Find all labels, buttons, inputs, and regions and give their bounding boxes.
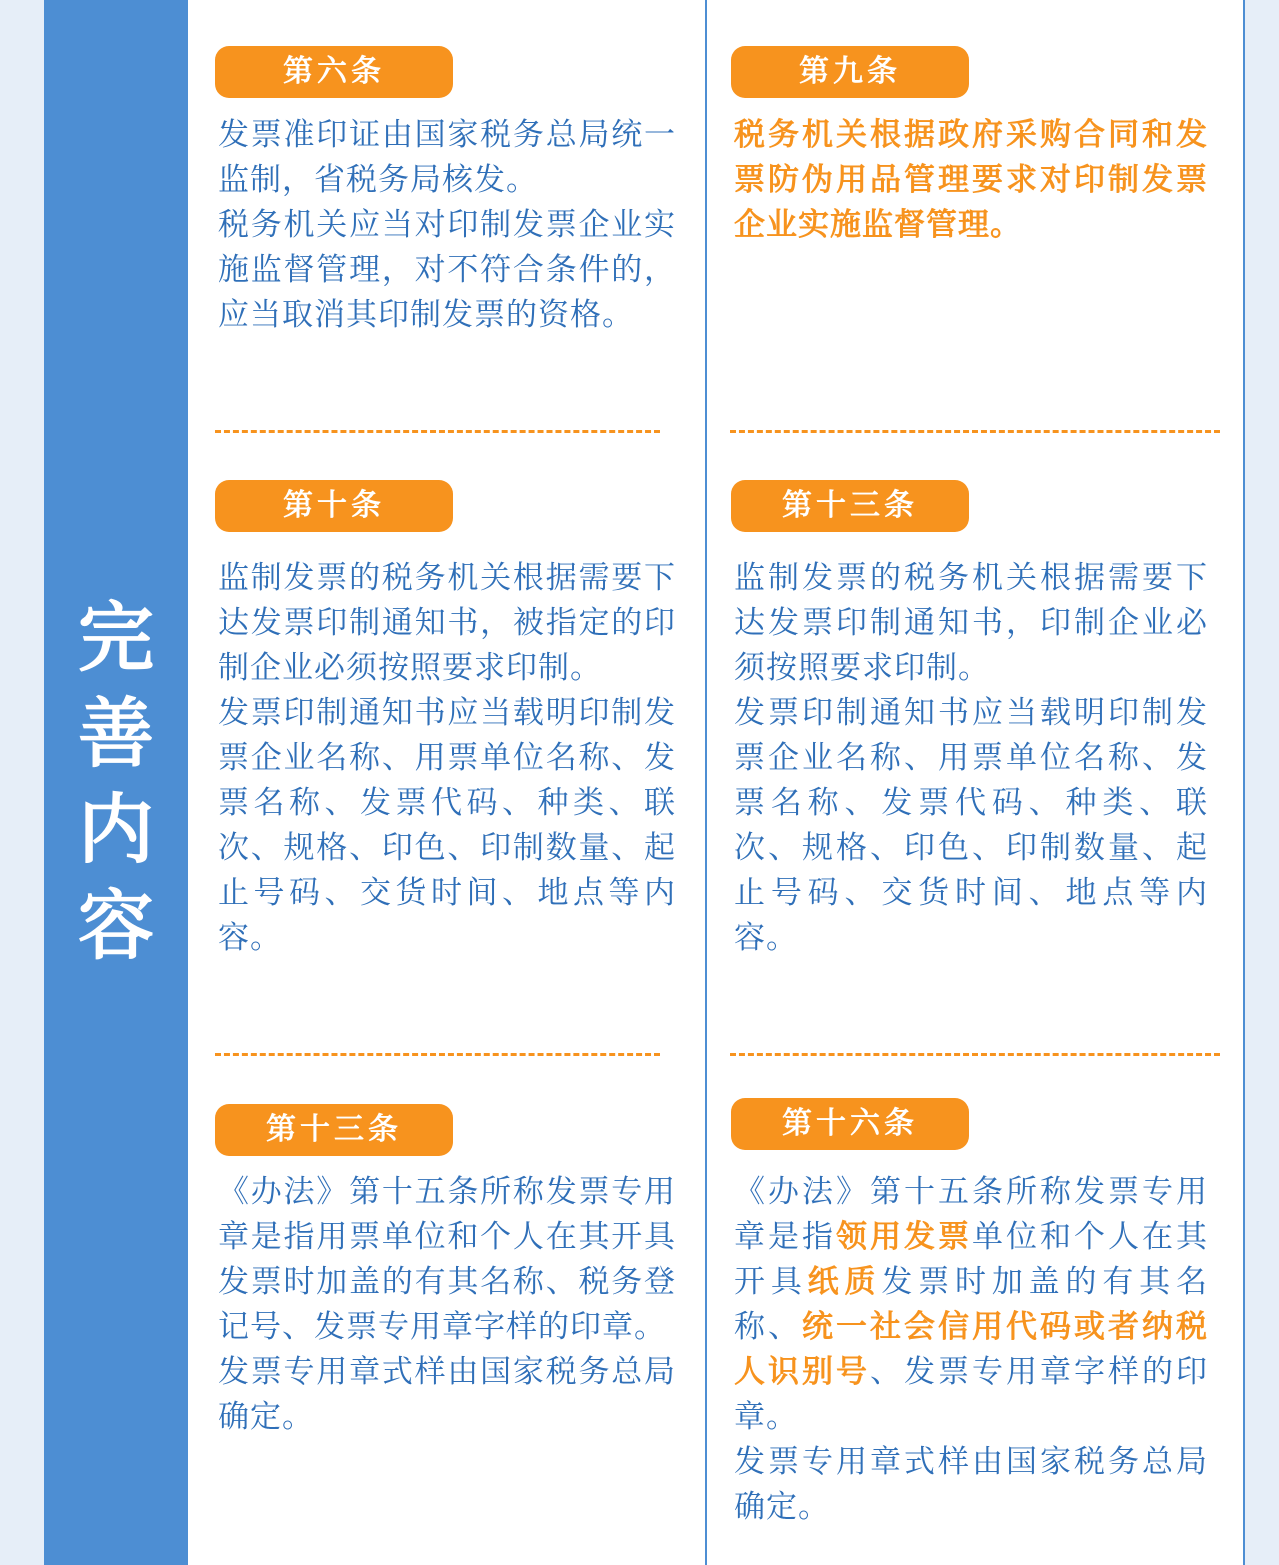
article-16-seg-2: 单位和个人在其开具	[734, 1219, 1208, 1300]
separator-left-1	[215, 430, 660, 433]
article-16-paragraph-2: 发票专用章式样由国家税务总局确定。	[734, 1444, 1208, 1525]
sidebar-title-char-1: 完	[78, 593, 154, 682]
separator-right-2	[730, 1053, 1220, 1056]
article-16-highlight-2: 纸质	[807, 1264, 882, 1300]
article-16-paragraph-1	[734, 1170, 1208, 1440]
article-13r-paragraph-2: 发票印制通知书应当载明印制发票企业名称、用票单位名称、发票名称、发票代码、种类、联次、规格、印色、印制数量、起止号码、交货时间、地点等内容。	[734, 695, 1208, 956]
article-text-13-left	[218, 1170, 676, 1440]
separator-right-1	[730, 430, 1220, 433]
article-10-paragraph-1: 监制发票的税务机关根据需要下达发票印制通知书，被指定的印制企业必须按照要求印制。	[218, 560, 676, 686]
article-badge-9: 第九条	[731, 46, 969, 98]
article-text-9	[734, 113, 1208, 248]
panel-right-border	[1243, 0, 1245, 1565]
article-badge-10: 第十条	[215, 480, 453, 532]
article-6-paragraph-2: 税务机关应当对印制发票企业实施监督管理，对不符合条件的，应当取消其印制发票的资格。	[218, 207, 676, 333]
sidebar-title-char-4: 容	[78, 881, 154, 970]
separator-left-2	[215, 1053, 660, 1056]
column-divider	[705, 0, 707, 1565]
article-badge-13-left: 第十三条	[215, 1104, 453, 1156]
article-13l-paragraph-1: 《办法》第十五条所称发票专用章是指用票单位和个人在其开具发票时加盖的有其名称、税务登记号、发票专用章字样的印章。	[218, 1174, 676, 1345]
sidebar-title	[44, 590, 188, 974]
sidebar-title-char-3: 内	[78, 785, 154, 874]
article-text-13-right	[734, 556, 1208, 961]
article-text-10	[218, 556, 676, 961]
article-9-paragraph-1: 税务机关根据政府采购合同和发票防伪用品管理要求对印制发票企业实施监督管理。	[734, 117, 1208, 243]
article-16-seg-3: 发票时加盖的有其名称、	[734, 1264, 1209, 1345]
sidebar-title-char-2: 善	[78, 689, 154, 778]
article-badge-6: 第六条	[215, 46, 453, 98]
article-text-16	[734, 1170, 1208, 1530]
article-badge-16: 第十六条	[731, 1098, 969, 1150]
article-16-seg-4: 、发票专用章字样的印章。	[734, 1354, 1208, 1435]
article-text-6	[218, 113, 676, 338]
article-badge-13-right: 第十三条	[731, 480, 969, 532]
article-16-seg-1: 《办法》第十五条所称发票专用章是指	[734, 1174, 1208, 1255]
article-16-highlight-3: 统一社会信用代码或者纳税人识别号	[734, 1309, 1208, 1390]
article-13l-paragraph-2: 发票专用章式样由国家税务总局确定。	[218, 1354, 676, 1435]
article-6-paragraph-1: 发票准印证由国家税务总局统一监制，省税务局核发。	[218, 117, 676, 198]
article-16-highlight-1: 领用发票	[836, 1219, 972, 1255]
article-10-paragraph-2: 发票印制通知书应当载明印制发票企业名称、用票单位名称、发票名称、发票代码、种类、联次、规格、印色、印制数量、起止号码、交货时间、地点等内容。	[218, 695, 676, 956]
article-13r-paragraph-1: 监制发票的税务机关根据需要下达发票印制通知书，印制企业必须按照要求印制。	[734, 560, 1208, 686]
